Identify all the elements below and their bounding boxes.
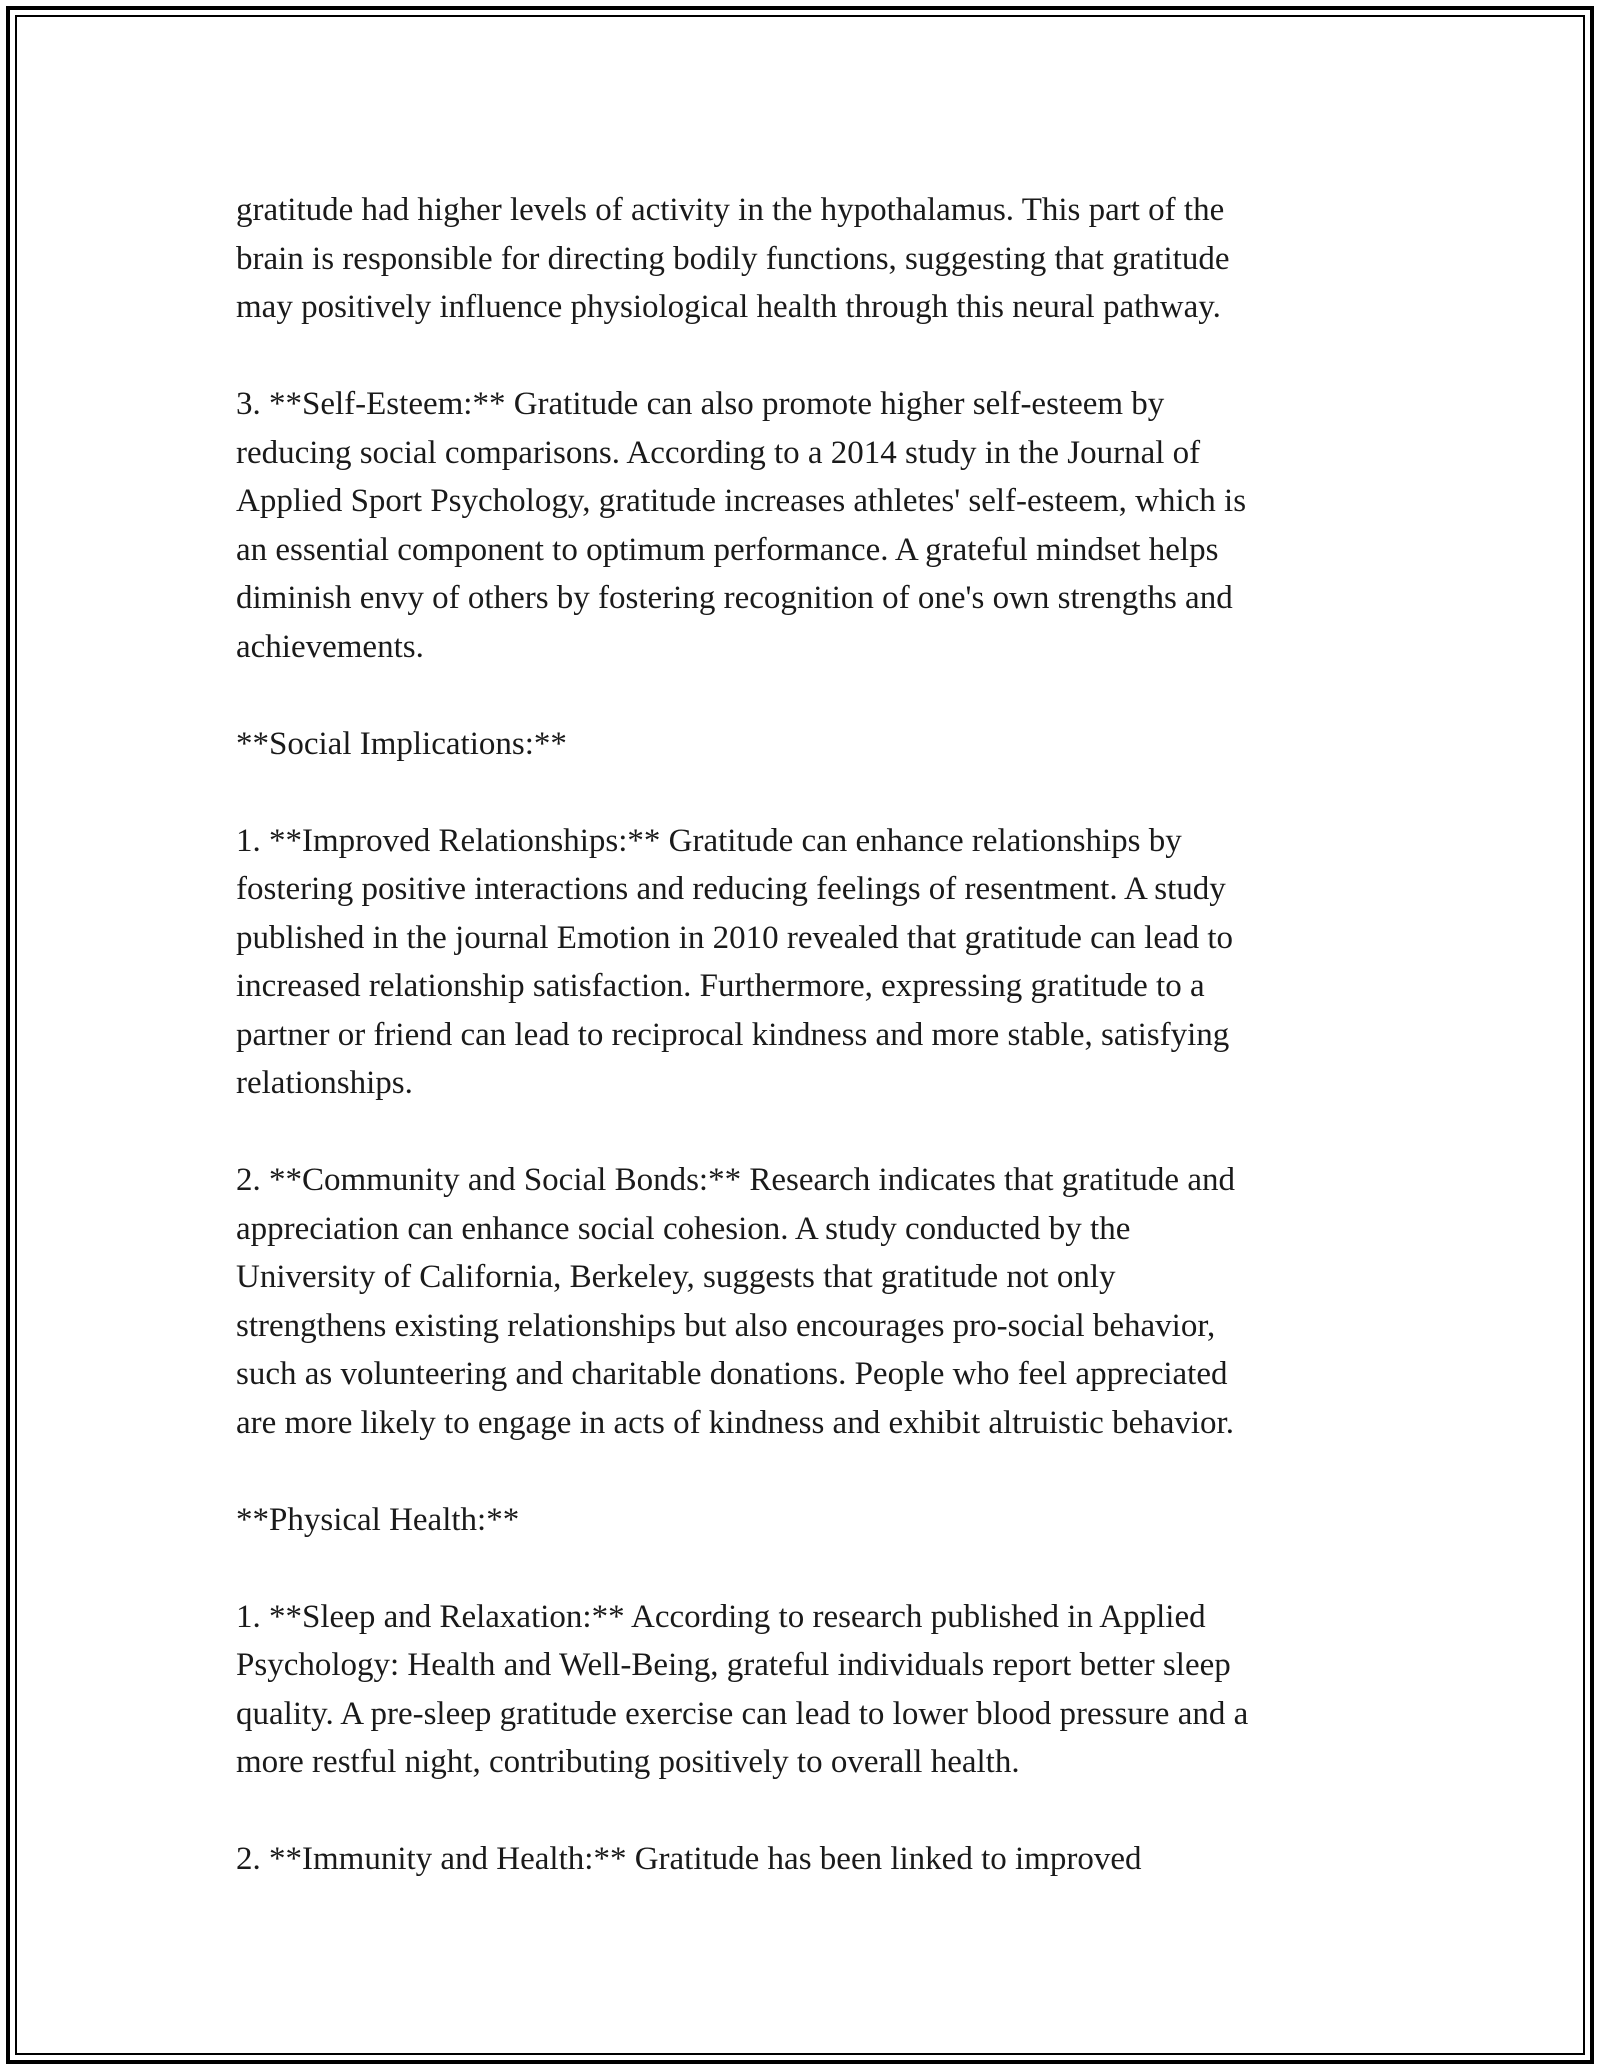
- heading-social-implications: **Social Implications:**: [236, 725, 567, 762]
- paragraph-self-esteem: 3. **Self-Esteem:** Gratitude can also promote higher self-esteem by reducing social comparisons. According to a 2014 study in the Journal of Applied Sport Psychology, gratitude increases athletes' self-esteem, which is an essential component to optimum performance. A grateful mindset helps diminish envy of others by fostering recognition of one's own strengths and achievements.: [236, 386, 1247, 665]
- document-body: [236, 186, 1386, 1884]
- paragraph-sleep-relaxation: 1. **Sleep and Relaxation:** According to research published in Applied Psychology: Health and Well-Being, grateful individuals report better sleep quality. A pre-sleep gratitude exercise can lead to lower blood pressure and a more restful night, contributing positively to overall health.: [236, 1598, 1249, 1780]
- paragraph-improved-relationships: 1. **Improved Relationships:** Gratitude can enhance relationships by fostering positive interactions and reducing feelings of resentment. A study published in the journal Emotion in 2010 revealed that gratitude can lead to increased relationship satisfaction. Furthermore, expressing gratitude to a partner or friend can lead to reciprocal kindness and more stable, satisfying relationships.: [236, 822, 1234, 1101]
- paragraph-community-social-bonds: 2. **Community and Social Bonds:** Research indicates that gratitude and appreciation can enhance social cohesion. A study conducted by the University of California, Berkeley, suggests that gratitude not only strengthens existing relationships but also encourages pro-social behavior, such as volunteering and charitable donations. People who feel appreciated are more likely to engage in acts of kindness and exhibit altruistic behavior.: [236, 1162, 1235, 1441]
- paragraph-hypothalamus-continuation: gratitude had higher levels of activity in the hypothalamus. This part of the brain is responsible for directing bodily functions, suggesting that gratitude may positively influence physiological health through this neural pathway.: [236, 192, 1230, 325]
- heading-physical-health: **Physical Health:**: [236, 1501, 520, 1538]
- paragraph-immunity-health: 2. **Immunity and Health:** Gratitude has been linked to improved: [236, 1841, 1142, 1877]
